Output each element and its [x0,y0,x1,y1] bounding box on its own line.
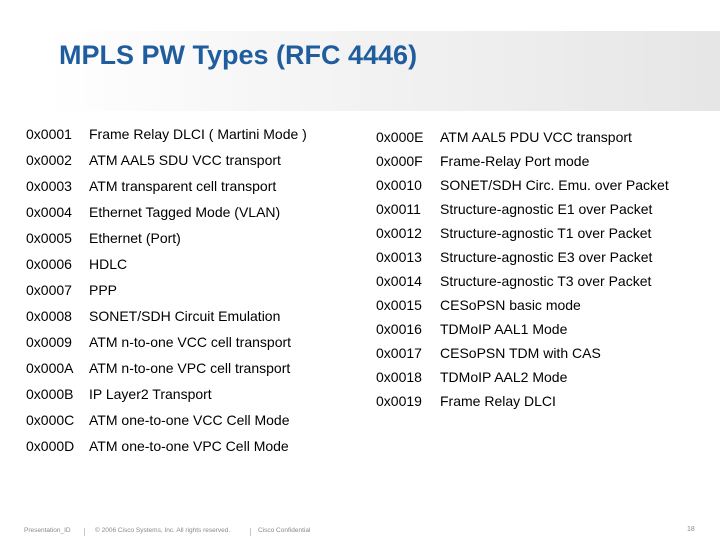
footer-presentation-id: Presentation_ID [24,527,71,534]
pw-type-description: PPP [89,282,118,298]
pw-type-description: SONET/SDH Circ. Emu. over Packet [440,177,669,193]
pw-type-code: 0x0002 [26,152,72,168]
pw-type-description: IP Layer2 Transport [89,386,212,402]
pw-type-code: 0x0014 [376,273,422,289]
pw-type-description: Structure-agnostic E1 over Packet [440,201,653,217]
pw-type-description: TDMoIP AAL1 Mode [440,321,568,337]
pw-type-code: 0x0008 [26,308,72,324]
pw-type-code: 0x0007 [26,282,72,298]
pw-type-code: 0x000C [26,412,75,428]
pw-type-description: ATM AAL5 PDU VCC transport [440,129,632,145]
pw-type-description: Frame Relay DLCI ( Martini Mode ) [89,126,307,142]
footer-divider [84,528,85,536]
pw-type-code: 0x0010 [376,177,422,193]
pw-type-code: 0x0015 [376,297,422,313]
pw-type-code: 0x000D [26,438,75,454]
footer-confidential: Cisco Confidential [258,527,311,534]
pw-type-code: 0x0011 [376,201,421,217]
slide-title: MPLS PW Types (RFC 4446) [59,40,418,70]
footer-copyright: © 2006 Cisco Systems, Inc. All rights reserved. [95,527,231,534]
pw-type-code: 0x000E [376,129,424,145]
page-number: 18 [687,526,695,533]
pw-type-code: 0x000A [26,360,74,376]
pw-type-description: Ethernet Tagged Mode (VLAN) [89,204,281,220]
pw-type-code: 0x0013 [376,249,422,265]
pw-type-code: 0x0003 [26,178,72,194]
pw-type-code: 0x0017 [376,345,422,361]
pw-type-description: HDLC [89,256,128,272]
pw-type-code: 0x0009 [26,334,72,350]
pw-type-description: Frame-Relay Port mode [440,153,590,169]
pw-type-code: 0x000B [26,386,74,402]
pw-type-code: 0x0001 [26,126,72,142]
pw-type-description: ATM n-to-one VCC cell transport [89,334,292,350]
pw-type-description: ATM one-to-one VCC Cell Mode [89,412,290,428]
pw-type-code: 0x0004 [26,204,72,220]
pw-type-description: Ethernet (Port) [89,230,181,246]
pw-type-description: ATM AAL5 SDU VCC transport [89,152,281,168]
pw-type-code: 0x0019 [376,393,422,409]
pw-type-description: ATM one-to-one VPC Cell Mode [89,438,289,454]
pw-type-code: 0x0006 [26,256,72,272]
pw-type-code: 0x0016 [376,321,422,337]
pw-type-description: TDMoIP AAL2 Mode [440,369,568,385]
pw-type-description: ATM n-to-one VPC cell transport [89,360,291,376]
pw-type-description: Frame Relay DLCI [440,393,556,409]
pw-type-description: Structure-agnostic T1 over Packet [440,225,652,241]
pw-type-code: 0x0012 [376,225,422,241]
pw-type-description: Structure-agnostic T3 over Packet [440,273,652,289]
pw-type-code: 0x0018 [376,369,422,385]
pw-type-description: ATM transparent cell transport [89,178,277,194]
pw-type-description: CESoPSN TDM with CAS [440,345,601,361]
pw-type-code: 0x000F [376,153,423,169]
pw-type-description: CESoPSN basic mode [440,297,581,313]
footer-divider [250,528,251,536]
pw-type-description: Structure-agnostic E3 over Packet [440,249,653,265]
pw-type-code: 0x0005 [26,230,72,246]
pw-type-description: SONET/SDH Circuit Emulation [89,308,281,324]
